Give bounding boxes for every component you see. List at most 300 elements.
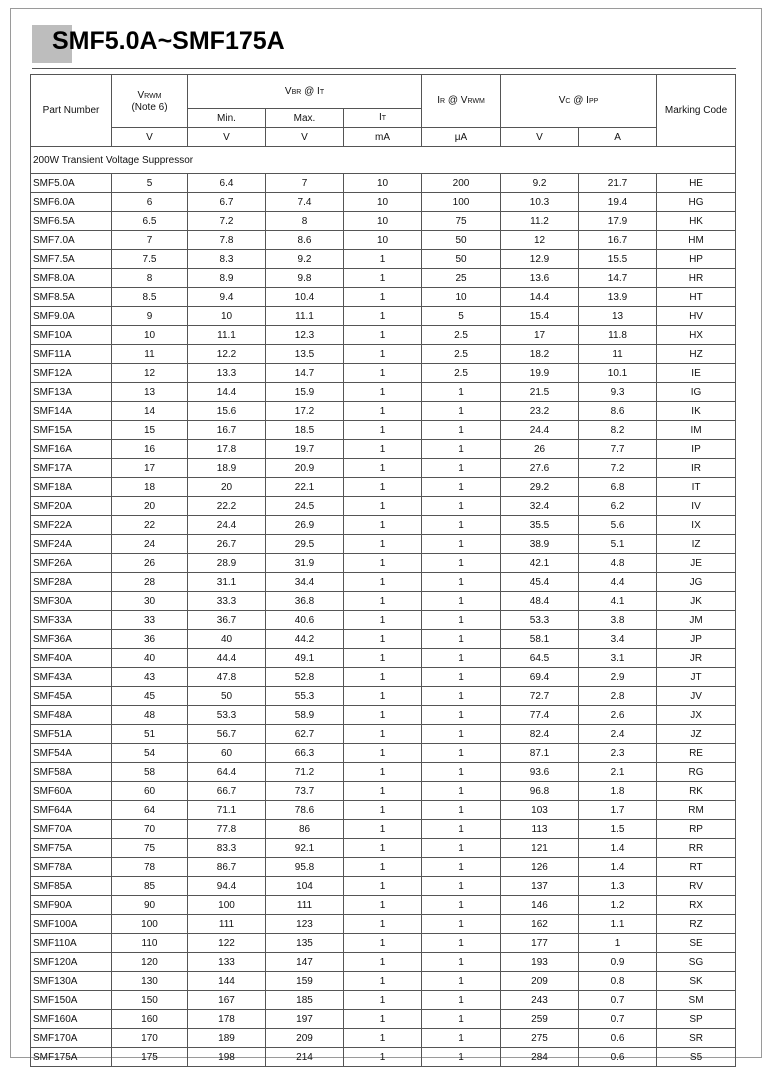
cell-ir: 1	[422, 896, 501, 915]
cell-part-number: SMF150A	[31, 991, 112, 1010]
cell-vrwm: 51	[112, 725, 188, 744]
cell-it: 1	[344, 383, 422, 402]
table-row	[31, 383, 736, 402]
cell-it: 1	[344, 839, 422, 858]
cell-it: 1	[344, 497, 422, 516]
cell-vbr-max: 17.2	[266, 402, 344, 421]
cell-ir: 1	[422, 421, 501, 440]
cell-marking-code: IV	[657, 497, 736, 516]
cell-it: 1	[344, 592, 422, 611]
cell-vbr-max: 185	[266, 991, 344, 1010]
table-row	[31, 573, 736, 592]
cell-vrwm: 45	[112, 687, 188, 706]
cell-vbr-min: 122	[188, 934, 266, 953]
cell-vbr-max: 18.5	[266, 421, 344, 440]
title-divider	[32, 68, 736, 69]
cell-vbr-min: 40	[188, 630, 266, 649]
cell-marking-code: RX	[657, 896, 736, 915]
cell-vbr-min: 111	[188, 915, 266, 934]
header-vc: VC @ IPP	[501, 75, 657, 128]
cell-vbr-min: 50	[188, 687, 266, 706]
cell-ipp: 8.2	[579, 421, 657, 440]
cell-part-number: SMF51A	[31, 725, 112, 744]
cell-vbr-max: 55.3	[266, 687, 344, 706]
cell-ipp: 2.8	[579, 687, 657, 706]
cell-ipp: 15.5	[579, 250, 657, 269]
cell-marking-code: HE	[657, 174, 736, 193]
cell-part-number: SMF58A	[31, 763, 112, 782]
cell-vrwm: 110	[112, 934, 188, 953]
cell-ipp: 13.9	[579, 288, 657, 307]
cell-vc: 38.9	[501, 535, 579, 554]
cell-it: 1	[344, 915, 422, 934]
cell-vbr-min: 16.7	[188, 421, 266, 440]
cell-vc: 29.2	[501, 478, 579, 497]
cell-part-number: SMF110A	[31, 934, 112, 953]
cell-vbr-min: 133	[188, 953, 266, 972]
table-row	[31, 706, 736, 725]
cell-vbr-max: 9.2	[266, 250, 344, 269]
cell-vbr-max: 123	[266, 915, 344, 934]
cell-marking-code: JX	[657, 706, 736, 725]
cell-ipp: 1.2	[579, 896, 657, 915]
cell-ipp: 0.7	[579, 991, 657, 1010]
cell-vbr-min: 8.3	[188, 250, 266, 269]
cell-part-number: SMF90A	[31, 896, 112, 915]
cell-vrwm: 40	[112, 649, 188, 668]
cell-vrwm: 8.5	[112, 288, 188, 307]
unit-ir: μA	[422, 128, 501, 147]
table-row	[31, 307, 736, 326]
header-min: Min.	[188, 109, 266, 128]
cell-ir: 1	[422, 611, 501, 630]
cell-ipp: 14.7	[579, 269, 657, 288]
cell-ipp: 0.7	[579, 1010, 657, 1029]
cell-part-number: SMF10A	[31, 326, 112, 345]
cell-vc: 21.5	[501, 383, 579, 402]
cell-it: 1	[344, 1029, 422, 1048]
cell-ir: 50	[422, 231, 501, 250]
cell-part-number: SMF5.0A	[31, 174, 112, 193]
cell-part-number: SMF24A	[31, 535, 112, 554]
cell-ipp: 1.3	[579, 877, 657, 896]
cell-vrwm: 85	[112, 877, 188, 896]
cell-vbr-max: 71.2	[266, 763, 344, 782]
cell-it: 1	[344, 288, 422, 307]
cell-marking-code: JK	[657, 592, 736, 611]
cell-marking-code: RP	[657, 820, 736, 839]
header-it: IT	[344, 109, 422, 128]
cell-vc: 177	[501, 934, 579, 953]
table-row	[31, 972, 736, 991]
cell-ir: 1	[422, 383, 501, 402]
cell-part-number: SMF160A	[31, 1010, 112, 1029]
cell-vc: 209	[501, 972, 579, 991]
cell-vc: 13.6	[501, 269, 579, 288]
cell-it: 1	[344, 459, 422, 478]
table-row	[31, 592, 736, 611]
cell-vc: 17	[501, 326, 579, 345]
cell-vrwm: 36	[112, 630, 188, 649]
cell-ipp: 9.3	[579, 383, 657, 402]
cell-vc: 146	[501, 896, 579, 915]
cell-ir: 1	[422, 478, 501, 497]
cell-ipp: 8.6	[579, 402, 657, 421]
cell-part-number: SMF170A	[31, 1029, 112, 1048]
cell-ir: 1	[422, 820, 501, 839]
cell-vrwm: 43	[112, 668, 188, 687]
cell-ir: 10	[422, 288, 501, 307]
cell-vbr-min: 20	[188, 478, 266, 497]
header-max: Max.	[266, 109, 344, 128]
cell-part-number: SMF45A	[31, 687, 112, 706]
cell-vrwm: 10	[112, 326, 188, 345]
table-row	[31, 193, 736, 212]
cell-vrwm: 7	[112, 231, 188, 250]
cell-it: 1	[344, 478, 422, 497]
cell-it: 1	[344, 611, 422, 630]
cell-marking-code: SM	[657, 991, 736, 1010]
cell-vrwm: 75	[112, 839, 188, 858]
cell-ipp: 7.7	[579, 440, 657, 459]
cell-ipp: 6.8	[579, 478, 657, 497]
cell-it: 1	[344, 991, 422, 1010]
cell-part-number: SMF70A	[31, 820, 112, 839]
cell-marking-code: JG	[657, 573, 736, 592]
cell-ipp: 6.2	[579, 497, 657, 516]
cell-vrwm: 6.5	[112, 212, 188, 231]
cell-ir: 1	[422, 649, 501, 668]
cell-marking-code: HG	[657, 193, 736, 212]
cell-ipp: 11.8	[579, 326, 657, 345]
cell-ir: 2.5	[422, 326, 501, 345]
cell-ir: 1	[422, 744, 501, 763]
cell-it: 1	[344, 820, 422, 839]
cell-it: 10	[344, 231, 422, 250]
cell-vc: 162	[501, 915, 579, 934]
cell-vbr-min: 71.1	[188, 801, 266, 820]
cell-vbr-min: 66.7	[188, 782, 266, 801]
cell-vc: 19.9	[501, 364, 579, 383]
unit-it: mA	[344, 128, 422, 147]
header-vbr: VBR @ IT	[188, 75, 422, 109]
cell-vrwm: 11	[112, 345, 188, 364]
cell-ipp: 2.9	[579, 668, 657, 687]
cell-ipp: 2.3	[579, 744, 657, 763]
cell-vc: 82.4	[501, 725, 579, 744]
cell-marking-code: S5	[657, 1048, 736, 1067]
cell-vc: 14.4	[501, 288, 579, 307]
unit-ipp: A	[579, 128, 657, 147]
cell-vrwm: 150	[112, 991, 188, 1010]
cell-vc: 103	[501, 801, 579, 820]
cell-marking-code: HX	[657, 326, 736, 345]
table-row	[31, 687, 736, 706]
cell-vc: 93.6	[501, 763, 579, 782]
section-label: 200W Transient Voltage Suppressor	[31, 147, 736, 174]
cell-vbr-min: 24.4	[188, 516, 266, 535]
cell-part-number: SMF20A	[31, 497, 112, 516]
table-row	[31, 345, 736, 364]
cell-vbr-max: 44.2	[266, 630, 344, 649]
cell-vc: 121	[501, 839, 579, 858]
cell-part-number: SMF130A	[31, 972, 112, 991]
cell-part-number: SMF8.5A	[31, 288, 112, 307]
cell-vrwm: 78	[112, 858, 188, 877]
cell-ipp: 4.1	[579, 592, 657, 611]
cell-marking-code: HZ	[657, 345, 736, 364]
cell-ipp: 4.4	[579, 573, 657, 592]
cell-marking-code: IZ	[657, 535, 736, 554]
cell-it: 1	[344, 402, 422, 421]
cell-ir: 1	[422, 725, 501, 744]
cell-vbr-max: 58.9	[266, 706, 344, 725]
cell-ipp: 0.9	[579, 953, 657, 972]
cell-vrwm: 16	[112, 440, 188, 459]
cell-vc: 126	[501, 858, 579, 877]
table-row	[31, 174, 736, 193]
cell-ipp: 1.4	[579, 858, 657, 877]
cell-vbr-min: 18.9	[188, 459, 266, 478]
cell-part-number: SMF40A	[31, 649, 112, 668]
cell-vbr-max: 19.7	[266, 440, 344, 459]
page-title: SMF5.0A~SMF175A	[52, 27, 285, 55]
cell-ir: 2.5	[422, 364, 501, 383]
cell-part-number: SMF12A	[31, 364, 112, 383]
cell-ipp: 3.4	[579, 630, 657, 649]
cell-it: 1	[344, 953, 422, 972]
cell-marking-code: JM	[657, 611, 736, 630]
cell-vbr-max: 13.5	[266, 345, 344, 364]
table-row	[31, 896, 736, 915]
cell-vbr-max: 24.5	[266, 497, 344, 516]
cell-vc: 87.1	[501, 744, 579, 763]
table-row	[31, 554, 736, 573]
cell-vc: 27.6	[501, 459, 579, 478]
cell-part-number: SMF43A	[31, 668, 112, 687]
cell-it: 1	[344, 782, 422, 801]
cell-vc: 23.2	[501, 402, 579, 421]
cell-vrwm: 70	[112, 820, 188, 839]
header-ir: IR @ VRWM	[422, 75, 501, 128]
table-row	[31, 459, 736, 478]
table-row	[31, 478, 736, 497]
cell-ir: 1	[422, 687, 501, 706]
table-row	[31, 782, 736, 801]
cell-marking-code: JR	[657, 649, 736, 668]
cell-it: 1	[344, 649, 422, 668]
cell-vbr-min: 12.2	[188, 345, 266, 364]
cell-vbr-min: 15.6	[188, 402, 266, 421]
cell-part-number: SMF33A	[31, 611, 112, 630]
cell-marking-code: RZ	[657, 915, 736, 934]
cell-vc: 58.1	[501, 630, 579, 649]
cell-it: 1	[344, 725, 422, 744]
cell-vrwm: 33	[112, 611, 188, 630]
cell-vbr-max: 78.6	[266, 801, 344, 820]
cell-vbr-max: 159	[266, 972, 344, 991]
table-row	[31, 326, 736, 345]
cell-vbr-max: 12.3	[266, 326, 344, 345]
table-row	[31, 649, 736, 668]
cell-marking-code: HT	[657, 288, 736, 307]
cell-vrwm: 7.5	[112, 250, 188, 269]
cell-ir: 50	[422, 250, 501, 269]
cell-ipp: 5.6	[579, 516, 657, 535]
cell-ir: 1	[422, 535, 501, 554]
cell-ir: 75	[422, 212, 501, 231]
cell-vc: 53.3	[501, 611, 579, 630]
cell-vrwm: 170	[112, 1029, 188, 1048]
cell-vbr-max: 66.3	[266, 744, 344, 763]
cell-it: 1	[344, 858, 422, 877]
unit-vc: V	[501, 128, 579, 147]
cell-part-number: SMF48A	[31, 706, 112, 725]
cell-vbr-max: 49.1	[266, 649, 344, 668]
cell-it: 1	[344, 801, 422, 820]
table-row	[31, 516, 736, 535]
cell-part-number: SMF75A	[31, 839, 112, 858]
cell-vbr-max: 111	[266, 896, 344, 915]
cell-ipp: 2.4	[579, 725, 657, 744]
cell-part-number: SMF120A	[31, 953, 112, 972]
cell-vc: 64.5	[501, 649, 579, 668]
cell-marking-code: SG	[657, 953, 736, 972]
table-row	[31, 877, 736, 896]
cell-vrwm: 58	[112, 763, 188, 782]
cell-vbr-max: 7.4	[266, 193, 344, 212]
cell-it: 1	[344, 364, 422, 383]
cell-marking-code: HP	[657, 250, 736, 269]
cell-ir: 1	[422, 782, 501, 801]
cell-ir: 1	[422, 1010, 501, 1029]
table-row	[31, 611, 736, 630]
table-row	[31, 725, 736, 744]
table-row	[31, 1010, 736, 1029]
cell-marking-code: HK	[657, 212, 736, 231]
table-header	[31, 75, 736, 147]
cell-ir: 1	[422, 934, 501, 953]
table-row	[31, 953, 736, 972]
cell-part-number: SMF15A	[31, 421, 112, 440]
cell-vc: 42.1	[501, 554, 579, 573]
cell-vbr-max: 15.9	[266, 383, 344, 402]
cell-vbr-min: 31.1	[188, 573, 266, 592]
cell-vrwm: 64	[112, 801, 188, 820]
cell-vbr-min: 6.7	[188, 193, 266, 212]
cell-it: 1	[344, 1010, 422, 1029]
cell-ipp: 13	[579, 307, 657, 326]
cell-vrwm: 24	[112, 535, 188, 554]
cell-vbr-min: 47.8	[188, 668, 266, 687]
cell-ir: 1	[422, 706, 501, 725]
cell-vrwm: 130	[112, 972, 188, 991]
cell-marking-code: RM	[657, 801, 736, 820]
cell-marking-code: HR	[657, 269, 736, 288]
cell-part-number: SMF26A	[31, 554, 112, 573]
cell-marking-code: SE	[657, 934, 736, 953]
header-vrwm-note: (Note 6)	[131, 101, 168, 113]
cell-marking-code: JP	[657, 630, 736, 649]
cell-marking-code: IP	[657, 440, 736, 459]
cell-vc: 12	[501, 231, 579, 250]
cell-vbr-min: 56.7	[188, 725, 266, 744]
cell-vbr-min: 86.7	[188, 858, 266, 877]
cell-ir: 1	[422, 630, 501, 649]
cell-vrwm: 12	[112, 364, 188, 383]
cell-vc: 9.2	[501, 174, 579, 193]
cell-part-number: SMF175A	[31, 1048, 112, 1067]
cell-vrwm: 15	[112, 421, 188, 440]
cell-vc: 12.9	[501, 250, 579, 269]
table-row	[31, 535, 736, 554]
header-marking-code: Marking Code	[657, 75, 736, 147]
table-row	[31, 991, 736, 1010]
cell-vrwm: 28	[112, 573, 188, 592]
cell-vbr-max: 31.9	[266, 554, 344, 573]
cell-part-number: SMF64A	[31, 801, 112, 820]
cell-ipp: 1.8	[579, 782, 657, 801]
cell-ir: 1	[422, 1048, 501, 1067]
cell-vbr-min: 167	[188, 991, 266, 1010]
cell-it: 1	[344, 630, 422, 649]
cell-vbr-max: 209	[266, 1029, 344, 1048]
cell-part-number: SMF16A	[31, 440, 112, 459]
cell-vbr-max: 40.6	[266, 611, 344, 630]
cell-ir: 1	[422, 839, 501, 858]
cell-vrwm: 120	[112, 953, 188, 972]
cell-it: 1	[344, 934, 422, 953]
cell-ipp: 1.1	[579, 915, 657, 934]
section-row	[31, 147, 736, 174]
cell-marking-code: IT	[657, 478, 736, 497]
cell-vbr-max: 22.1	[266, 478, 344, 497]
cell-vc: 69.4	[501, 668, 579, 687]
cell-ipp: 1.5	[579, 820, 657, 839]
cell-vrwm: 17	[112, 459, 188, 478]
cell-vbr-min: 7.2	[188, 212, 266, 231]
cell-vrwm: 175	[112, 1048, 188, 1067]
cell-ir: 200	[422, 174, 501, 193]
cell-part-number: SMF78A	[31, 858, 112, 877]
cell-it: 1	[344, 744, 422, 763]
cell-vbr-max: 52.8	[266, 668, 344, 687]
cell-vbr-min: 22.2	[188, 497, 266, 516]
cell-vc: 32.4	[501, 497, 579, 516]
cell-ipp: 3.1	[579, 649, 657, 668]
header-part-number: Part Number	[31, 75, 112, 147]
cell-it: 1	[344, 440, 422, 459]
table-row	[31, 1029, 736, 1048]
cell-vbr-min: 198	[188, 1048, 266, 1067]
table-row	[31, 744, 736, 763]
table-row	[31, 1048, 736, 1067]
cell-vc: 113	[501, 820, 579, 839]
cell-vrwm: 54	[112, 744, 188, 763]
cell-part-number: SMF8.0A	[31, 269, 112, 288]
cell-vbr-max: 11.1	[266, 307, 344, 326]
spec-table	[30, 74, 736, 1067]
cell-it: 1	[344, 706, 422, 725]
cell-ir: 1	[422, 763, 501, 782]
table-row	[31, 839, 736, 858]
cell-part-number: SMF13A	[31, 383, 112, 402]
table-row	[31, 269, 736, 288]
table-row	[31, 915, 736, 934]
cell-vbr-min: 36.7	[188, 611, 266, 630]
table-row	[31, 250, 736, 269]
cell-ipp: 1.4	[579, 839, 657, 858]
